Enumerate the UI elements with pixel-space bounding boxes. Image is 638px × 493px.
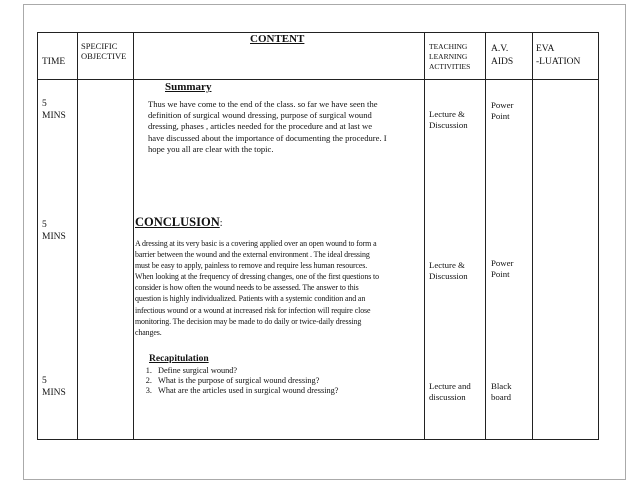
header-objective-cell (78, 33, 134, 80)
recap-time-line1: 5 (42, 376, 47, 386)
conclusion-aid-line1: Power (491, 258, 514, 268)
header-time-cell (38, 33, 78, 80)
header-objective-line2: OBJECTIVE (81, 51, 127, 61)
conclusion-method-line2: Discussion (429, 271, 468, 281)
header-av-line1: A.V. (491, 44, 509, 54)
recap-method-line2: discussion (429, 392, 466, 402)
conclusion-method-line1: Lecture & (429, 260, 465, 270)
recap-item: 1. Define surgical wound? (154, 366, 434, 376)
body-row (38, 80, 599, 440)
recap-item: 2. What is the purpose of surgical wound dressing? (154, 376, 434, 386)
conclusion-line: A dressing at its very basic is a covering applied over an open wound to form a (135, 239, 377, 248)
recap-aid-line1: Black (491, 381, 512, 391)
conclusion-line: question is highly individualized. Patients with a systemic condition and an (135, 294, 366, 304)
content-cell (134, 80, 425, 440)
summary-method-line1: Lecture & (429, 109, 465, 119)
summary-line: hope you all are clear with the topic. (148, 143, 274, 154)
conclusion-heading-suffix: : (219, 218, 223, 229)
conclusion-time-line2: MINS (42, 232, 66, 242)
header-row (38, 33, 599, 80)
conclusion-line: monitoring. The decision may be made to do daily or twice-daily dressing (135, 316, 362, 326)
summary-line: dressing, phases , articles needed for the procedure and at last we (148, 121, 373, 132)
header-teaching-line1: TEACHING (429, 42, 468, 51)
summary-aid-line2: Point (491, 111, 510, 121)
av-cell (486, 80, 533, 440)
summary-line: have discussed about the importance of documenting the procedure. I (148, 132, 387, 143)
summary-heading: Summary (165, 81, 212, 93)
evaluation-cell (533, 80, 599, 440)
header-eva-cell (533, 33, 599, 80)
teaching-cell (425, 80, 486, 440)
conclusion-line: When looking at the frequency of dressing changes, one of the first questions to (135, 272, 379, 282)
conclusion-heading: CONCLUSION (135, 215, 220, 229)
recap-time-line2: MINS (42, 388, 66, 398)
conclusion-line: changes. (135, 327, 162, 337)
summary-time-line2: MINS (42, 111, 66, 121)
conclusion-heading-wrap (135, 213, 223, 231)
recap-method-line1: Lecture and (429, 381, 471, 391)
summary-line: Thus we have come to the end of the class. so far we have seen the (148, 99, 378, 109)
conclusion-line: barrier between the wound and the external environment . The ideal dressing (135, 250, 370, 260)
recap-aid-line2: board (491, 392, 512, 402)
header-av-line2: AIDS (491, 57, 514, 67)
conclusion-line: must be easy to apply, painless to remove and require less human resources. (135, 261, 368, 271)
header-teaching-line2: LEARNING (429, 52, 468, 61)
conclusion-time-line1: 5 (42, 220, 47, 230)
conclusion-aid-line2: Point (491, 269, 510, 279)
time-cell (38, 80, 78, 440)
recap-list (140, 366, 434, 396)
header-teaching-cell (425, 33, 486, 80)
header-content-cell (134, 33, 425, 80)
header-av-cell (486, 33, 533, 80)
lesson-plan-table (37, 32, 599, 440)
summary-text (148, 99, 428, 155)
header-time: TIME (42, 57, 66, 67)
conclusion-text (135, 238, 425, 338)
summary-line: definition of surgical wound dressing, purpose of surgical wound (148, 110, 372, 121)
header-eva-line2: -LUATION (536, 57, 581, 67)
header-teaching-line3: ACTIVITIES (429, 62, 471, 71)
recap-item: 3. What are the articles used in surgical wound dressing? (154, 386, 434, 396)
summary-method-line2: Discussion (429, 120, 468, 130)
conclusion-line: consider is how often the wound needs to be assessed. The answer to this (135, 283, 359, 293)
summary-time-line1: 5 (42, 99, 47, 109)
summary-aid-line1: Power (491, 100, 514, 110)
header-eva-line1: EVA (536, 44, 555, 54)
objective-cell (78, 80, 134, 440)
header-objective-line1: SPECIFIC (81, 41, 118, 51)
recap-heading: Recapitulation (149, 354, 209, 364)
conclusion-line: infectious wound or a wound at increased risk for infection will require close (135, 305, 371, 315)
header-content: CONTENT (250, 33, 305, 45)
